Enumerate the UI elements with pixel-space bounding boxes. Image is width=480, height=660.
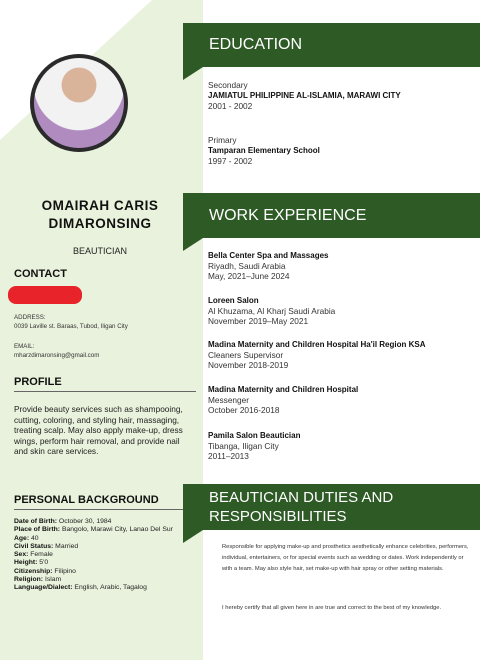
- work-entry: Madina Maternity and Children Hospital Messenger October 2016-2018: [208, 385, 359, 415]
- banner-fold: [183, 530, 203, 543]
- work-entry: Loreen Salon Al Khuzama, Al Kharj Saudi Arabia November 2019–May 2021: [208, 296, 336, 326]
- background-row: Civil Status: Married: [14, 542, 79, 550]
- duties-heading: BEAUTICIAN DUTIES AND RESPONSIBILITIES: [209, 489, 394, 525]
- banner-fold: [183, 238, 203, 251]
- email-label: EMAIL:: [14, 343, 35, 350]
- background-row: Sex: Female: [14, 551, 53, 559]
- profile-heading: PROFILE: [14, 376, 62, 388]
- profile-photo: [30, 54, 128, 152]
- personal-background-list: [14, 518, 200, 593]
- person-name: OMAIRAH CARIS DIMARONSING: [41, 198, 159, 231]
- contact-heading: CONTACT: [14, 268, 67, 280]
- profile-text: Provide beauty services such as shampooing, cutting, coloring, and styling hair, massaging, treating scalp. May also apply make-up, dress wings, perform hair removal, and provide nail and skin care services.: [14, 404, 183, 457]
- banner-fold: [183, 67, 203, 80]
- background-row: Age: 40: [14, 534, 39, 542]
- work-entry: Bella Center Spa and Massages Riyadh, Saudi Arabia May, 2021–June 2024: [208, 251, 329, 281]
- background-heading: PERSONAL BACKGROUND: [14, 494, 159, 506]
- redacted-phone: [8, 286, 82, 304]
- background-row: Religion: Islam: [14, 576, 62, 584]
- address-value: 0039 Laville st. Baraas, Tubod, Iligan City: [14, 323, 128, 330]
- background-divider: [14, 509, 196, 510]
- profile-divider: [14, 391, 196, 392]
- education-heading: EDUCATION: [209, 36, 303, 53]
- work-heading: WORK EXPERIENCE: [209, 206, 367, 224]
- work-entry: Pamila Salon Beautician Tibanga, Iligan City 2011–2013: [208, 431, 301, 461]
- education-entry: Secondary JAMIATUL PHILIPPINE AL-ISLAMIA, MARAWI CITY 2001 - 2002: [208, 80, 401, 111]
- education-banner: [183, 23, 480, 67]
- background-row: Language/Dialect: English, Arabic, Tagalog: [14, 584, 147, 592]
- background-row: Citizenship: Filipino: [14, 567, 76, 575]
- background-row: Place of Birth: Bangolo, Marawi City, Lanao Del Sur: [14, 526, 173, 534]
- certification-text: I hereby certify that all given here in are true and correct to the best of my knowledge.: [222, 605, 442, 611]
- email-value: mharzdimaronsing@gmail.com: [14, 352, 100, 359]
- background-row: Height: 5'0: [14, 559, 49, 567]
- duties-banner: [183, 484, 480, 530]
- address-label: ADDRESS:: [14, 314, 46, 321]
- education-entry: Primary Tamparan Elementary School 1997 - 2002: [208, 135, 320, 166]
- work-entry: Madina Maternity and Children Hospital Ha'il Region KSA Cleaners Supervisor November 2018-2019: [208, 340, 426, 370]
- duties-text: Responsible for applying make-up and prosthetics aesthetically enhance celebrities, performers, individual, entertainers, or for special events such as wedding or dates. Work independently or with a team. May also style hair, set make-up with hair spray or other setting materials.: [222, 544, 469, 572]
- work-banner: [183, 193, 480, 238]
- background-row: Date of Birth: October 30, 1984: [14, 518, 112, 525]
- job-title: BEAUTICIAN: [72, 246, 127, 256]
